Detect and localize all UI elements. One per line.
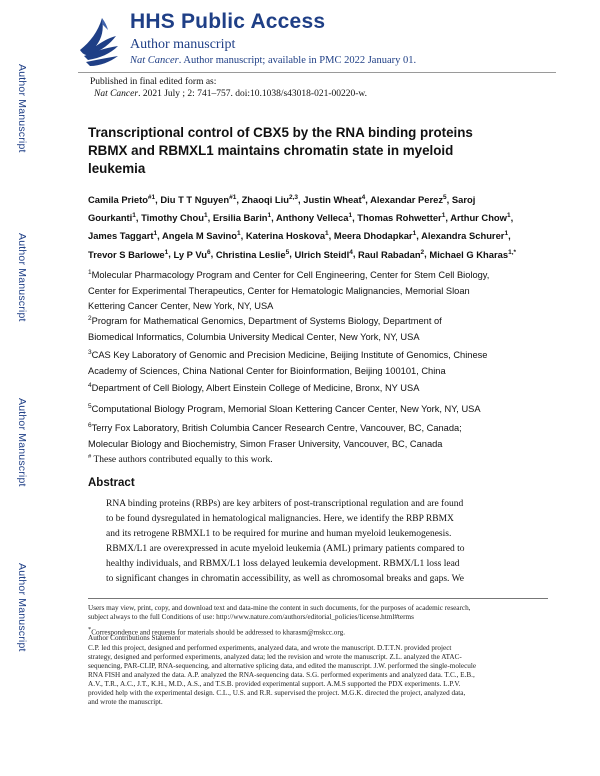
contributions-line: RNA FISH and analyzed the data. A.P. analyzed the RNA-sequencing data. S.G. performed experiments and analyzed data. T.C., E.B., [88, 671, 475, 679]
contributions-line: and wrote the manuscript. [88, 698, 163, 706]
contributions-line: C.P. led this project, designed and performed experiments, analyzed data, and wrote the manuscript. D.T.T.N. provided project [88, 644, 452, 652]
publication-citation: Nat Cancer. 2021 July ; 2: 741–757. doi:10.1038/s43018-021-00220-w. [94, 89, 368, 99]
abstract-line: RNA binding proteins (RBPs) are key arbiters of post-transcriptional regulation and are found [106, 499, 464, 509]
author-name: Michael G Kharas$^{1,*}$ [429, 248, 517, 260]
author-name: Timothy Chou$^1$ [141, 212, 208, 224]
sidebar-author-manuscript: Author Manuscript [16, 563, 28, 652]
affiliation-3: $^3$CAS Key Laboratory of Genomic and Precision Medicine, Beijing Institute of Genomics, Chinese Academy of Sciences, China National Center for Bioinformation, Beijing 100101, China [88, 349, 488, 376]
affiliation-1: $^1$Molecular Pharmacology Program and Center for Cell Engineering, Center for Stem Cell Biology, Center for Experimental Therapeutics, Center for Hematologic Malignancies, Memorial Sloan Kettering Cancer Center, New York, NY, USA [88, 269, 490, 311]
author-name: Ulrich Steidl$^4$ [294, 248, 353, 260]
author-name: Trevor S Barlowe$^1$ [88, 248, 169, 260]
author-name: James Taggart$^1$ [88, 230, 158, 242]
sidebar-author-manuscript: Author Manuscript [16, 64, 28, 153]
article-title: Transcriptional control of CBX5 by the RNA binding proteins RBMX and RBMXL1 maintains chromatin state in myeloid leukemia [88, 125, 473, 176]
abstract-heading: Abstract [88, 477, 135, 489]
author-name: Ersilia Barin$^1$ [212, 212, 272, 224]
correspondence-footnote: *Correspondence and requests for materials should be addressed to kharasm@mskcc.org. [88, 626, 346, 637]
abstract-line: and its retrogene RBMXL1 to be required for murine and human myeloid leukemogenesis. [106, 529, 452, 539]
availability-citation: Nat Cancer. Author manuscript; available in PMC 2022 January 01. [130, 55, 417, 66]
sidebar-author-manuscript: Author Manuscript [16, 233, 28, 322]
affiliation-5: $^5$Computational Biology Program, Memorial Sloan Kettering Cancer Center, New York, NY, USA [88, 403, 481, 415]
affiliation-4: $^4$Department of Cell Biology, Albert Einstein College of Medicine, Bronx, NY USA [88, 382, 420, 394]
footnote-divider [88, 598, 548, 599]
author-name: Justin Wheat$^4$ [303, 194, 366, 206]
author-name: Saroj Gourkanti$^1$ [88, 194, 476, 224]
terms-footnote: Users may view, print, copy, and download text and data-mine the content in such documents, for the purposes of academic research, [88, 604, 471, 612]
author-name: Raul Rabadan$^2$ [358, 248, 425, 260]
contributions-line: A.V., T.R., A.C., J.T., K.H., M.D., A.S., and T.S.B. provided experimental support. A.M.S supported the PDX experiments. L.P.V. [88, 680, 461, 688]
author-name: Anthony Velleca$^1$ [276, 212, 353, 224]
author-name: Ly P Vu$^6$ [173, 248, 211, 260]
abstract-line: healthy individuals, and RBMX/L1 loss delayed leukemia development. RBMX/L1 loss lead [106, 559, 460, 569]
author-name: Katerina Hoskova$^1$ [245, 230, 329, 242]
author-name: Arthur Chow$^1$ [450, 212, 511, 224]
author-list: Camila Prieto$^{\#1}$, Diu T T Nguyen$^{\#1}$, Zhaoqi Liu$^{2,3}$, Justin Wheat$^4$, Alexandar Perez$^5$, Saroj Gourkanti$^1$, Timothy Chou$^1$, Ersilia Barin$^1$, Anthony Velleca$^1$, Thomas Rohwetter$^1$, Arthur Chow$^1$, James Taggart$^1$, Angela M Savino$^1$, Katerina Hoskova$^1$, Meera Dhodapkar$^1$, Alexandra Schurer$^1$, Trevor S Barlowe$^1$, Ly P Vu$^6$, Christina Leslie$^5$, Ulrich Steidl$^4$, Raul Rabadan$^2$, Michael G Kharas$^{1,*}$ [88, 194, 517, 260]
equal-contribution-note: # These authors contributed equally to this work. [88, 453, 273, 466]
affiliation-2: $^2$Program for Mathematical Genomics, Department of Systems Biology, Department of Biomedical Informatics, Columbia University Medical Center, New York, NY, USA [88, 315, 442, 342]
author-name: Angela M Savino$^1$ [161, 230, 241, 242]
author-name: Diu T T Nguyen$^{\#1}$ [160, 194, 237, 206]
author-name: Alexandra Schurer$^1$ [421, 230, 509, 242]
contributions-heading: Author Contributions Statement [88, 634, 181, 642]
header-divider [78, 72, 556, 73]
abstract-line: RBMX/L1 are overexpressed in acute myeloid leukemia (AML) primary patients compared to [106, 544, 465, 554]
terms-footnote: subject always to the full Conditions of use: http://www.nature.com/authors/editorial_policies/license.html#terms [88, 613, 414, 621]
author-name: Alexandar Perez$^5$ [370, 194, 447, 206]
hhs-eagle-logo [72, 12, 124, 70]
abstract-line: to be found dysregulated in hematological malignancies. Here, we identify the RBP RBMX [106, 514, 454, 524]
abstract-line: to significant changes in chromatin accessibility, as well as chromosomal breaks and gaps. We [106, 574, 465, 584]
author-manuscript-subtitle: Author manuscript [130, 37, 236, 52]
contributions-line: strategy, designed and performed experiments, analyzed data; led the revision and wrote the manuscript. Z.L. analyzed the ATAC- [88, 653, 462, 661]
published-in-label: Published in final edited form as: [90, 77, 217, 87]
author-name: Zhaoqi Liu$^{2,3}$ [241, 194, 299, 206]
contributions-line: provided help with the experimental design. C.L., U.S. and R.R. supervised the project. M.G.K. directed the project, analyzed data, [88, 689, 466, 697]
author-name: Thomas Rohwetter$^1$ [357, 212, 446, 224]
author-name: Meera Dhodapkar$^1$ [333, 230, 417, 242]
author-name: Camila Prieto$^{\#1}$ [88, 194, 156, 206]
sidebar-author-manuscript: Author Manuscript [16, 398, 28, 487]
affiliation-6: $^6$Terry Fox Laboratory, British Columbia Cancer Research Centre, Vancouver, BC, Canada; Molecular Biology and Biochemistry, Simon Fraser University, Vancouver, BC, Canada [88, 422, 462, 449]
hhs-public-access-title: HHS Public Access [130, 10, 326, 33]
author-name: Christina Leslie$^5$ [215, 248, 290, 260]
contributions-line: sequencing, PAR-CLIP, RNA-sequencing, and alternative splicing data, and edited the manuscript. J.W. performed the single-molecule [88, 662, 477, 670]
